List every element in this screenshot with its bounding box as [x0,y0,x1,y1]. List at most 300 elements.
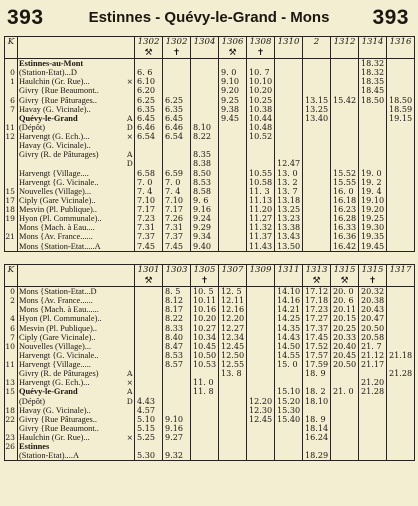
arrive-depart-marker [126,214,135,223]
station-name [18,132,126,141]
station-name-text: Harvengt {Village..... [19,360,91,369]
time-cell: 12.20 [219,314,247,323]
time-cell: 16.42 [331,242,359,252]
time-cell: 10.11 [191,296,219,305]
arrive-depart-marker [126,360,135,369]
time-cell [247,314,275,323]
service-symbol: ⚒ [219,48,247,59]
time-cell [135,150,163,159]
station-name-text: Givry (R. de Pâturages) [19,369,99,379]
time-cell [191,369,219,378]
time-cell: 14.25 [275,314,303,323]
station-name-text: Ciply (Gare Vicinale).. [19,195,96,205]
service-symbol [219,276,247,287]
time-cell [219,141,247,150]
time-cell: 13.40 [303,114,331,123]
service-symbol [359,48,387,59]
time-cell [247,159,275,168]
time-cell: 9.38 [219,105,247,114]
time-cell: 6.10 [135,77,163,86]
table-row [5,187,415,196]
time-cell [135,305,163,314]
time-cell [359,406,387,415]
km-cell: 2 [5,296,18,305]
time-cell: 19.10 [359,196,387,205]
station-name-text: Ciply (Gare Vicinale).. [19,332,96,342]
station-name [18,123,126,132]
station-name [18,287,126,297]
time-cell [387,333,415,342]
station-name [18,169,126,178]
km-cell [5,223,18,232]
time-cell [331,451,359,461]
arrive-depart-marker [126,296,135,305]
station-name [18,305,126,314]
time-cell [359,442,387,451]
table-number-right: 393 [372,6,409,29]
station-name-text: Mons {Av. France...... [19,296,93,306]
time-cell [163,86,191,95]
time-cell [387,205,415,214]
time-cell: 9.32 [163,451,191,461]
timetable-outbound [4,36,415,252]
table-row [5,296,415,305]
table-row [5,351,415,360]
station-name [18,360,126,369]
time-cell: 9.25 [219,96,247,105]
time-cell: 20.15 [331,314,359,323]
timetable-return [4,264,415,461]
time-cell: 6.54 [163,132,191,141]
time-cell: 11.43 [247,242,275,252]
time-cell: 15.42 [331,96,359,105]
time-cell [275,123,303,132]
station-name [18,296,126,305]
time-cell: 5.25 [135,433,163,442]
time-cell: 17.59 [303,360,331,369]
time-cell [387,406,415,415]
station-name-text: Harvengt {G. Vicinale.. [19,350,99,360]
station-name [18,77,126,86]
time-cell [219,159,247,168]
time-cell [387,214,415,223]
time-cell: 9.16 [191,205,219,214]
arrive-depart-marker: D [126,396,133,406]
station-name-text: (Dépôt) [19,122,46,132]
time-cell: 14.43 [275,333,303,342]
time-cell [247,287,275,297]
time-cell: 14.21 [275,305,303,314]
time-cell: 14.50 [275,342,303,351]
table-row [5,205,415,214]
table-row [5,159,415,168]
time-cell: 20. 0 [331,287,359,297]
station-name-text: Harvengt (G. Ech.)... [19,132,90,141]
time-cell [387,314,415,323]
km-cell: 19 [5,214,18,223]
time-cell: 13. 2 [275,178,303,187]
time-cell [135,287,163,297]
time-cell: 17.27 [303,314,331,323]
table-row [5,196,415,205]
time-cell [387,287,415,297]
time-cell: 8.58 [191,187,219,196]
time-cell [303,232,331,241]
time-cell: 12.55 [219,360,247,369]
time-cell: 18. 9 [303,369,331,378]
train-number-header: 1316 [387,37,415,49]
service-symbol: ✝ [359,276,387,287]
table-row [5,232,415,241]
time-cell [303,59,331,69]
time-cell [331,150,359,159]
time-cell: 12.30 [247,406,275,415]
service-symbol [331,48,359,59]
time-cell [247,296,275,305]
time-cell [387,150,415,159]
time-cell: 8.12 [163,296,191,305]
table-row [5,369,415,378]
time-cell: 6.46 [163,123,191,132]
time-cell [219,178,247,187]
km-cell: 0 [5,68,18,77]
table-row [5,397,415,406]
time-cell: 7.31 [163,223,191,232]
time-cell [163,77,191,86]
table-row [5,169,415,178]
time-cell [163,369,191,378]
time-cell: 6.45 [163,114,191,123]
time-cell [359,397,387,406]
time-cell [331,59,359,69]
time-cell: 5.15 [135,424,163,433]
station-name [18,86,126,95]
time-cell [275,86,303,95]
time-cell: 10. 7 [247,68,275,77]
service-symbol: ✝ [191,276,219,287]
arrive-depart-marker: A [127,150,133,160]
train-number-header: 1317 [387,265,415,277]
time-cell: 10.53 [191,360,219,369]
train-number-header: 1315 [359,265,387,277]
time-cell: 21. 7 [359,342,387,351]
train-number-header: 1315 [331,265,359,277]
km-header: K [5,265,18,277]
arrive-depart-marker: D [126,159,133,169]
time-cell: 21.18 [387,351,415,360]
station-name [18,324,126,333]
time-cell: 10.50 [191,351,219,360]
time-cell [247,342,275,351]
station-name [18,415,126,424]
time-cell [359,105,387,114]
time-cell: 13. 0 [275,169,303,178]
time-cell [387,397,415,406]
time-cell: 18.50 [359,96,387,105]
time-cell [247,433,275,442]
station-name [18,433,126,442]
km-cell: 1 [5,77,18,86]
time-cell [135,314,163,323]
time-cell [331,397,359,406]
km-header: K [5,37,18,49]
station-name [18,242,126,252]
time-cell: 7.10 [135,196,163,205]
time-cell [387,159,415,168]
arrive-depart-marker [126,415,135,424]
train-number-header: 1304 [191,37,219,49]
table-row [5,68,415,77]
km-cell: 22 [5,415,18,424]
station-name-text: (Station-Etat)....A [19,451,80,461]
time-cell [331,415,359,424]
km-cell: 6 [5,96,18,105]
time-cell: 13.38 [275,223,303,232]
km-cell: 17 [5,196,18,205]
time-cell: 9.16 [163,424,191,433]
arrive-depart-marker [126,351,135,360]
station-name [18,223,126,232]
time-cell: 7. 0 [135,178,163,187]
time-cell: 20.40 [331,342,359,351]
time-cell: 6.35 [135,105,163,114]
time-cell: 16. 0 [331,187,359,196]
station-name [18,178,126,187]
time-cell [387,451,415,461]
time-cell: 11.37 [247,232,275,241]
time-cell [135,324,163,333]
time-cell [219,223,247,232]
time-cell [387,442,415,451]
time-cell: 13. 7 [275,187,303,196]
time-cell [275,451,303,461]
station-name-text: (Dépôt) [19,396,46,406]
station-name [18,369,126,378]
time-cell [331,86,359,95]
time-cell: 18.32 [359,68,387,77]
time-cell: 11. 3 [247,187,275,196]
table-row [5,132,415,141]
time-cell [303,123,331,132]
time-cell: 11.32 [247,223,275,232]
km-cell [5,424,18,433]
time-cell [191,86,219,95]
service-symbol: ⚒ [303,276,331,287]
time-cell: 13.25 [275,205,303,214]
station-name-text: Harvengt (G. Ech.)... [19,378,90,388]
time-cell: 18.35 [359,77,387,86]
station-name [18,387,126,396]
time-cell: 10.44 [247,114,275,123]
km-cell [5,159,18,168]
time-cell [163,442,191,451]
time-cell [191,105,219,114]
station-name-text: Givry {Rue Pâturages.. [19,95,97,105]
time-cell [331,424,359,433]
time-cell [219,378,247,387]
time-cell: 4.57 [135,406,163,415]
time-cell [135,159,163,168]
time-cell: 11.13 [247,196,275,205]
station-name [18,442,126,451]
time-cell: 19.20 [359,205,387,214]
station-name-text: Havay (G. Vicinale).. [19,104,91,114]
time-cell [247,351,275,360]
station-symbol-cell [18,276,135,287]
station-name [18,406,126,415]
table-row [5,214,415,223]
time-cell [275,77,303,86]
time-cell [331,132,359,141]
time-cell [303,141,331,150]
table-row [5,114,415,123]
time-cell [303,223,331,232]
time-cell: 8.57 [163,360,191,369]
time-cell [331,433,359,442]
time-cell [331,369,359,378]
arrive-depart-marker [126,314,135,323]
time-cell [219,205,247,214]
km-cell: 11 [5,123,18,132]
station-name [18,351,126,360]
time-cell [191,424,219,433]
train-number-header: 1308 [247,37,275,49]
arrive-depart-marker [126,169,135,178]
train-number-header: 1311 [275,265,303,277]
time-cell: 8.22 [191,132,219,141]
time-cell [163,378,191,387]
service-symbol [387,276,415,287]
time-cell: 19.35 [359,232,387,241]
station-name [18,378,126,387]
time-cell [387,232,415,241]
time-cell: 8. 5 [163,287,191,297]
time-cell: 8.50 [191,169,219,178]
train-number-header: 1307 [219,265,247,277]
time-cell [387,178,415,187]
station-name [18,205,126,214]
time-cell: 14.35 [275,324,303,333]
time-cell [275,59,303,69]
time-cell [191,433,219,442]
time-cell [387,433,415,442]
arrive-depart-marker [126,68,135,77]
time-cell [191,406,219,415]
train-number-header: 1302 [135,37,163,49]
km-cell [5,242,18,252]
km-symbol-cell [5,48,18,59]
time-cell: 12.34 [219,333,247,342]
time-cell: 8.38 [191,159,219,168]
time-cell: 18.59 [387,105,415,114]
arrive-depart-marker [126,96,135,105]
time-cell [135,360,163,369]
time-cell: 21.20 [359,378,387,387]
km-cell: 7 [5,333,18,342]
time-cell [387,196,415,205]
km-cell [5,141,18,150]
service-symbol [247,276,275,287]
train-number-header: 1310 [275,37,303,49]
timetable-title: Estinnes - Quévy-le-Grand - Mons [88,9,330,26]
time-cell [359,123,387,132]
station-name [18,232,126,241]
time-cell [359,369,387,378]
station-name-text: Givry {Rue Pâturages.. [19,414,97,424]
time-cell: 10.38 [247,105,275,114]
time-cell [303,68,331,77]
time-cell: 6.25 [135,96,163,105]
station-name [18,451,126,461]
time-cell: 6.25 [163,96,191,105]
time-cell [303,178,331,187]
time-cell: 9.10 [219,77,247,86]
table-row [5,141,415,150]
time-cell: 15. 0 [275,360,303,369]
time-cell [387,360,415,369]
time-cell: 19.30 [359,223,387,232]
station-name [18,141,126,150]
time-cell [247,378,275,387]
table-row [5,433,415,442]
time-cell: 18.14 [303,424,331,433]
arrive-depart-marker: A [127,387,133,397]
train-number-header: 1303 [163,265,191,277]
km-symbol-cell [5,276,18,287]
station-name-text: Givry (R. de Pâturages) [19,150,99,160]
time-cell: 11. 0 [191,378,219,387]
time-cell: 9.10 [163,415,191,424]
arrive-depart-marker [126,451,135,461]
time-cell [219,196,247,205]
time-cell: 8.22 [163,314,191,323]
time-cell [135,387,163,396]
station-name-text: Quévy-le-Grand [19,387,78,397]
time-cell: 20.11 [331,305,359,314]
station-name [18,105,126,114]
time-cell: 18.45 [359,86,387,95]
station-name [18,59,126,69]
time-cell: 10.20 [191,314,219,323]
time-cell: 17.45 [303,333,331,342]
service-symbol [303,48,331,59]
time-cell [219,433,247,442]
time-cell [247,150,275,159]
time-cell: 6. 6 [135,68,163,77]
time-cell [191,96,219,105]
time-cell: 14.10 [275,287,303,297]
table-number-left: 393 [7,6,44,29]
time-cell [359,433,387,442]
time-cell: 20.45 [331,351,359,360]
time-cell: 8.40 [163,333,191,342]
time-cell: 6.45 [135,114,163,123]
time-cell: 15.20 [275,397,303,406]
time-cell [359,415,387,424]
time-cell [303,214,331,223]
station-name-text: Mons {Station-Etat.....A [19,241,101,251]
station-name [18,96,126,105]
time-cell: 20.43 [359,305,387,314]
time-cell: 18.50 [387,96,415,105]
time-cell [219,415,247,424]
station-name-text: Estinnes [19,442,50,452]
time-cell [163,387,191,396]
arrive-depart-marker [126,205,135,214]
time-cell: 7. 4 [163,187,191,196]
km-cell: 11 [5,360,18,369]
km-cell [5,451,18,461]
